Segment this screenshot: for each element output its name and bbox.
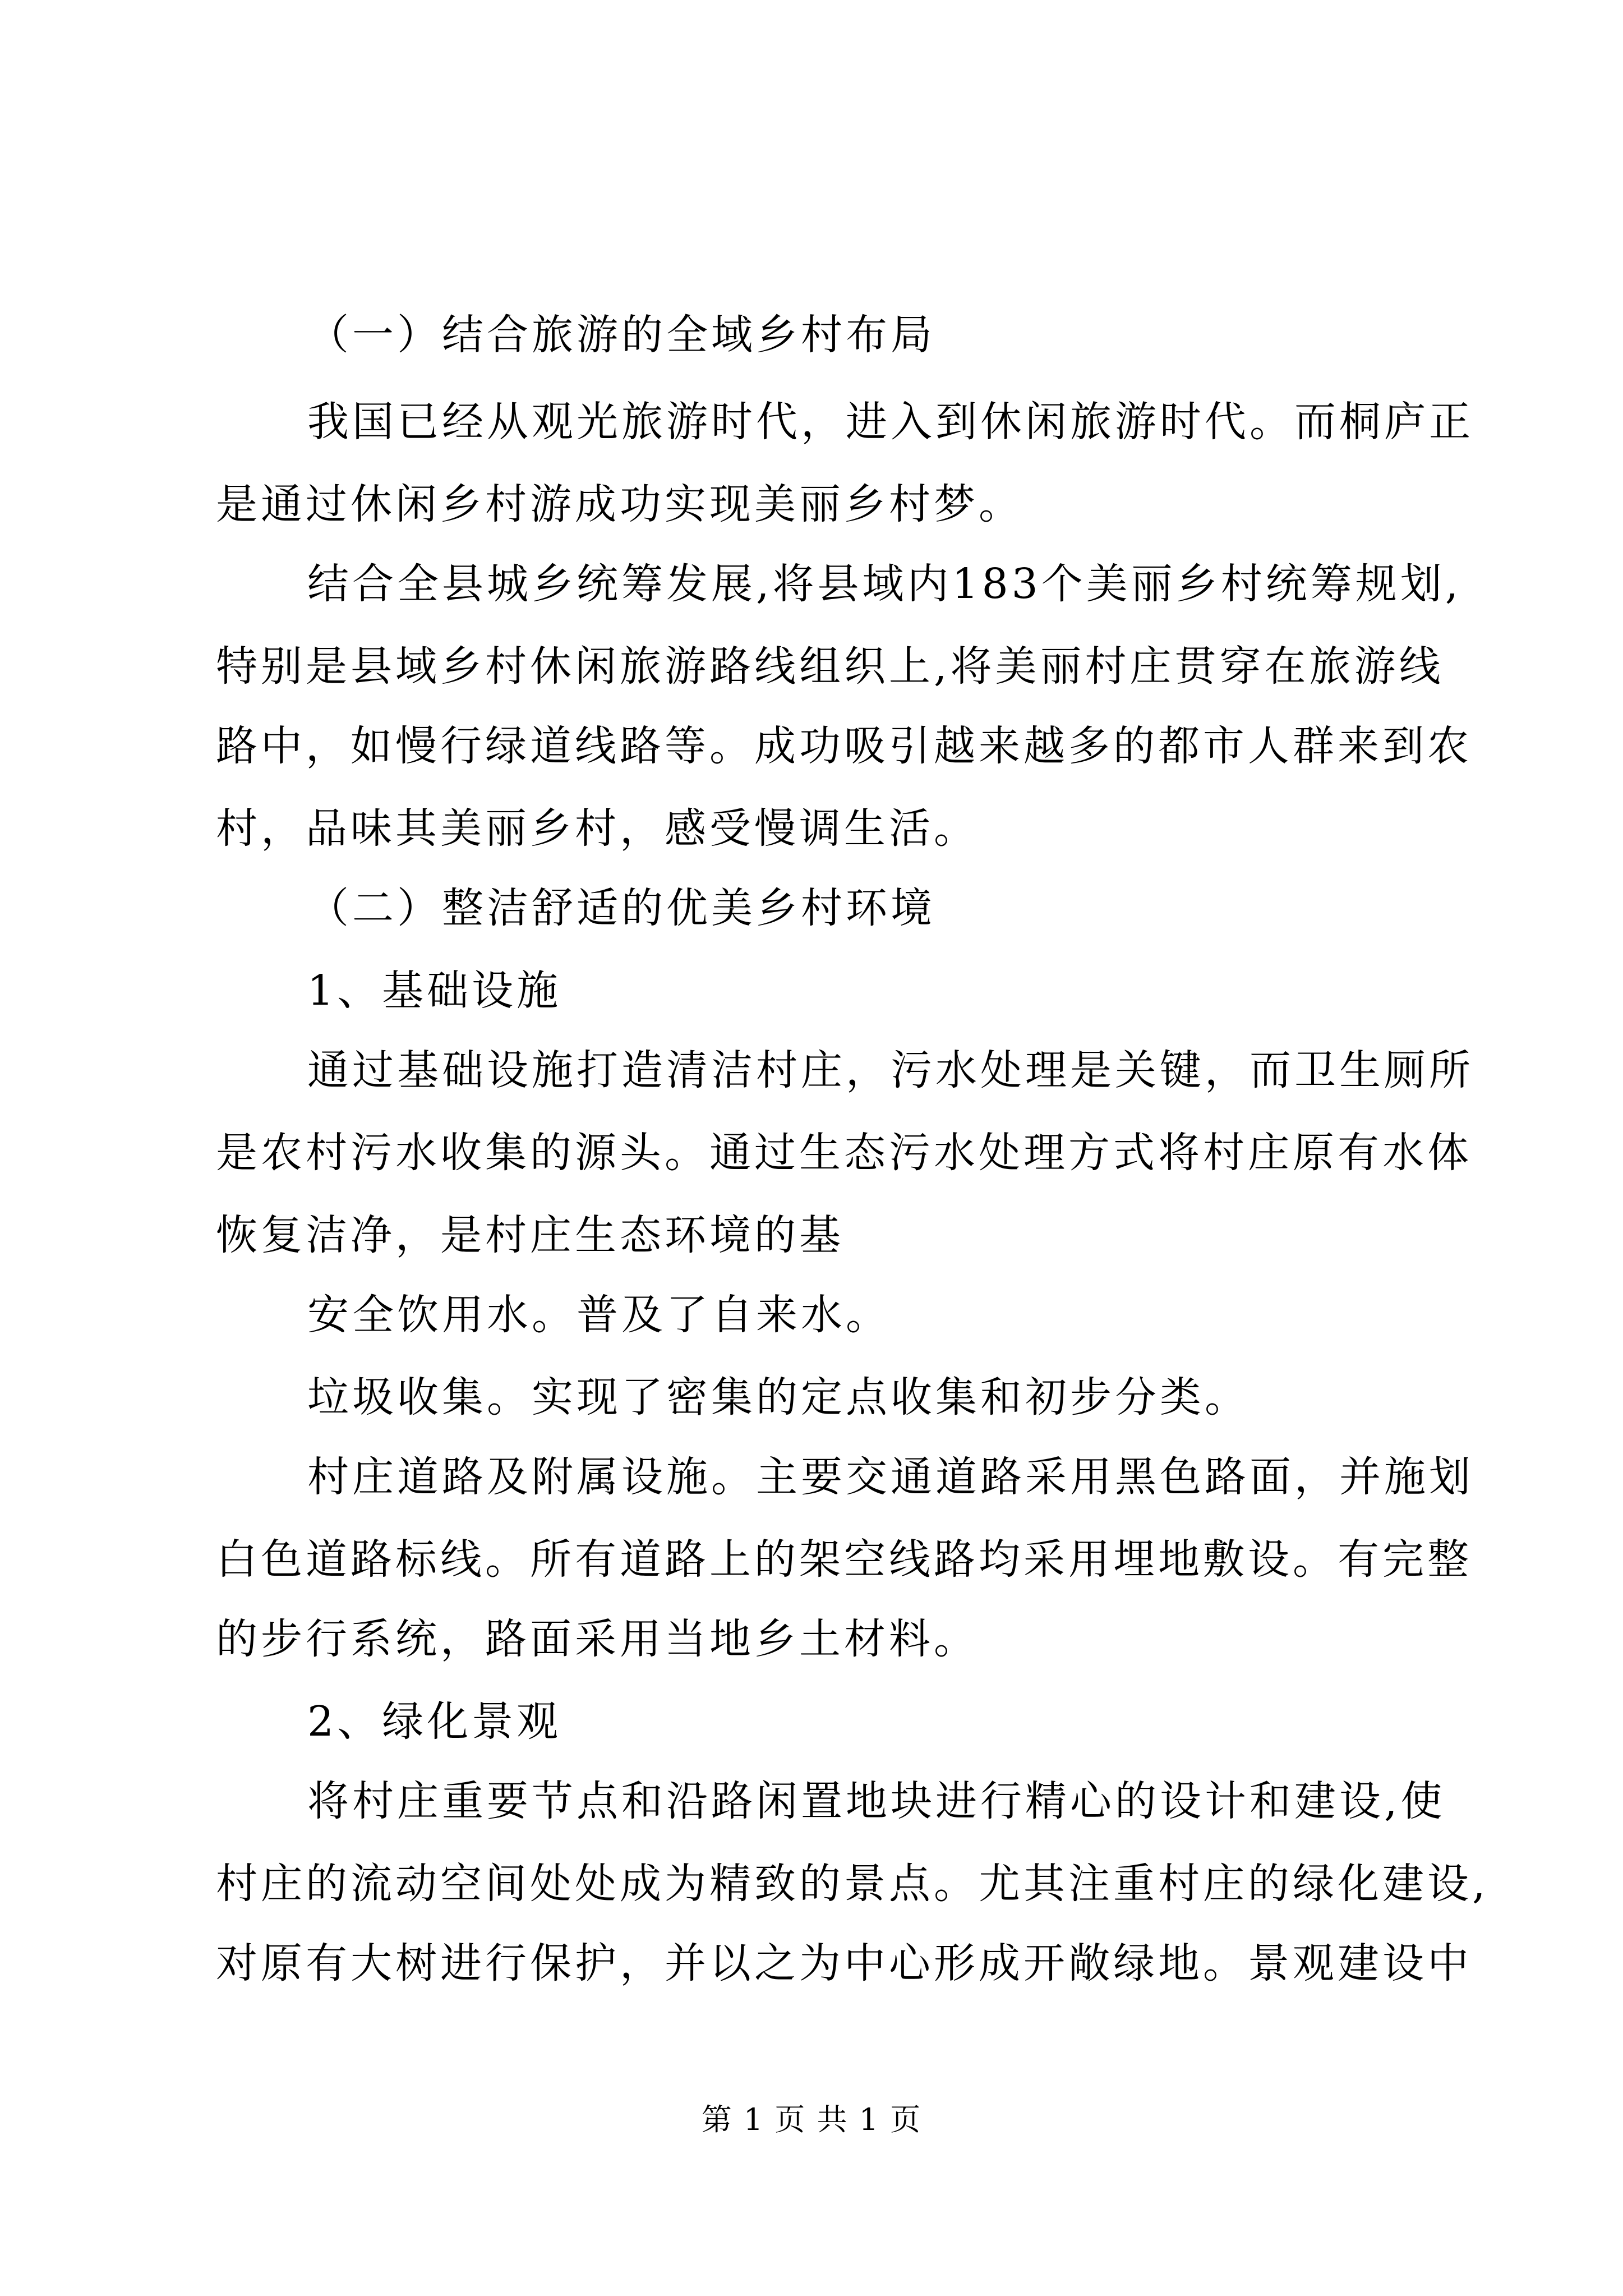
paragraph-line: 白色道路标线。所有道路上的架空线路均采用埋地敷设。有完整	[216, 1535, 1472, 1584]
paragraph-line: 村庄的流动空间处处成为精致的景点。尤其注重村庄的绿化建设,	[216, 1860, 1489, 1908]
paragraph-line: 安全饮用水。普及了自来水。	[307, 1291, 891, 1339]
paragraph-line: 对原有大树进行保护，并以之为中心形成开敞绿地。景观建设中	[216, 1939, 1472, 1987]
paragraph-line: 村庄道路及附属设施。主要交通道路采用黑色路面，并施划	[307, 1453, 1474, 1501]
paragraph-line: 路中，如慢行绿道线路等。成功吸引越来越多的都市人群来到农	[216, 722, 1472, 770]
paragraph-line: 我国已经从观光旅游时代，进入到休闲旅游时代。而桐庐正	[307, 398, 1474, 446]
page-footer: 第 1 页 共 1 页	[701, 2102, 922, 2137]
subsection-heading-2: 2、绿化景观	[307, 1697, 562, 1746]
paragraph-line: 恢复洁净，是村庄生态环境的基	[216, 1211, 844, 1259]
paragraph-line: 特别是县域乡村休闲旅游路线组织上,将美丽村庄贯穿在旅游线	[216, 642, 1444, 691]
paragraph-line: 通过基础设施打造清洁村庄，污水处理是关键，而卫生厕所	[307, 1046, 1474, 1094]
section-heading-1: （一）结合旅游的全域乡村布局	[307, 311, 935, 359]
paragraph-line: 是通过休闲乡村游成功实现美丽乡村梦。	[216, 480, 1023, 528]
paragraph-line: 村，品味其美丽乡村，感受慢调生活。	[216, 804, 979, 853]
paragraph-line: 是农村污水收集的源头。通过生态污水处理方式将村庄原有水体	[216, 1129, 1472, 1177]
paragraph-line: 结合全县城乡统筹发展,将县域内183个美丽乡村统筹规划,	[307, 560, 1462, 608]
paragraph-line: 将村庄重要节点和沿路闲置地块进行精心的设计和建设,使	[307, 1777, 1446, 1825]
paragraph-line: 的步行系统，路面采用当地乡土材料。	[216, 1615, 979, 1663]
section-heading-2: （二）整洁舒适的优美乡村环境	[307, 884, 935, 932]
subsection-heading-1: 1、基础设施	[307, 967, 562, 1015]
paragraph-line: 垃圾收集。实现了密集的定点收集和初步分类。	[307, 1373, 1249, 1421]
